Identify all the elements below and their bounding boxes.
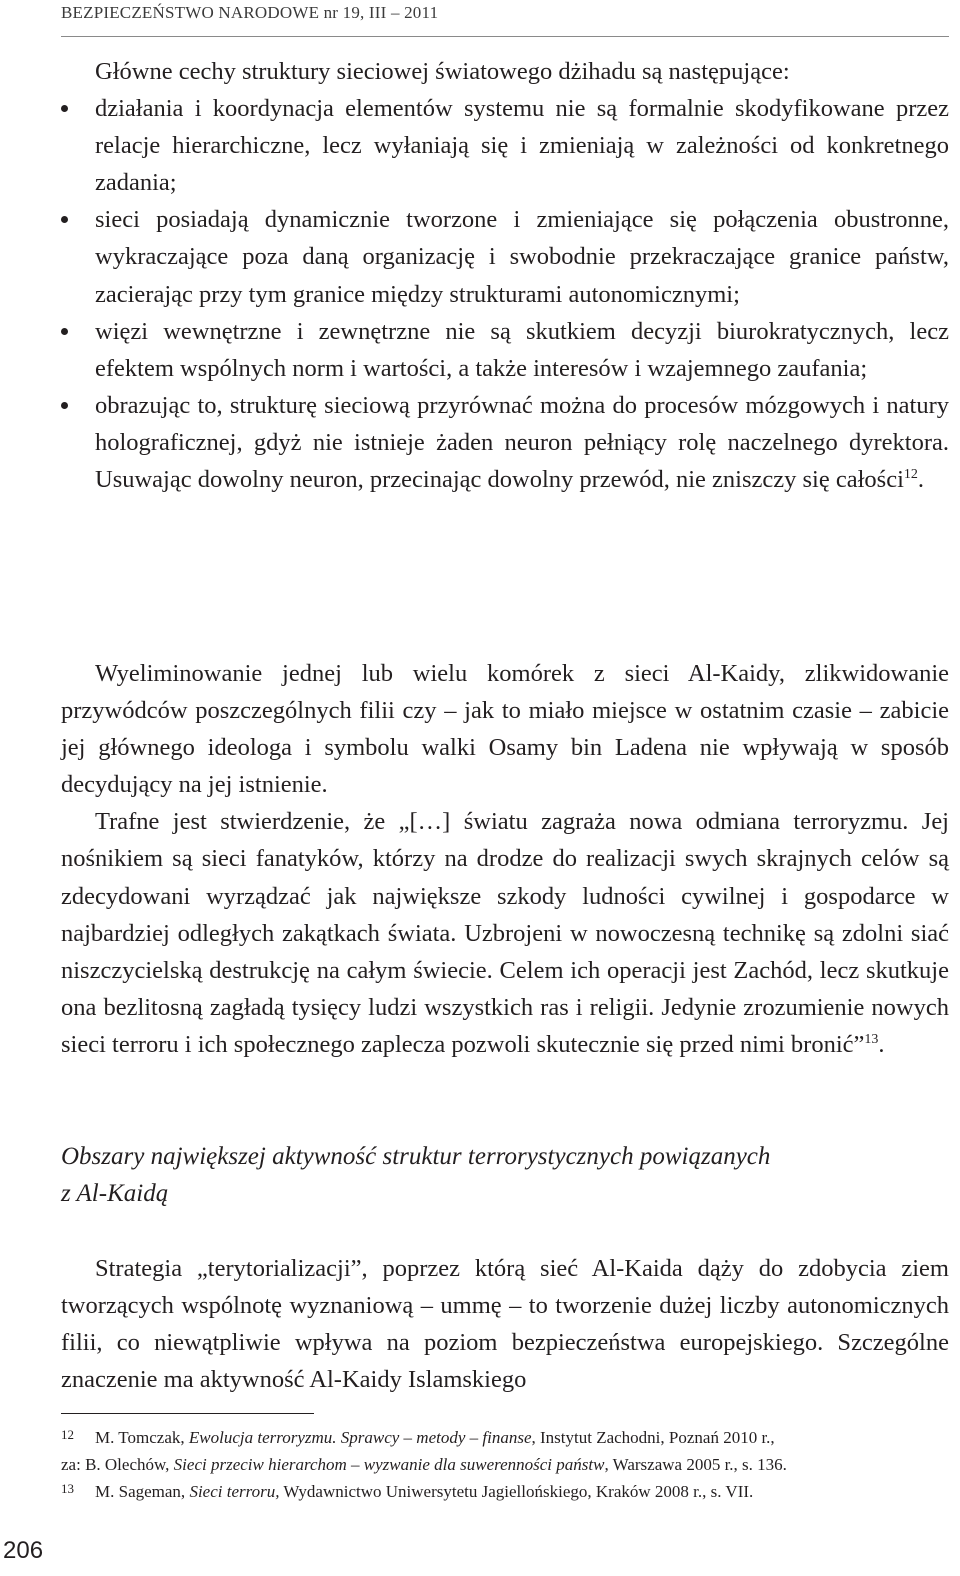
sentence-end: . xyxy=(878,1030,885,1058)
page-number: 206 xyxy=(3,1537,44,1564)
footnote-12: 12 M. Tomczak, Ewolucja terroryzmu. Sprawcy – metody – finanse, Instytut Zachodni, Poznań 2010 r., xyxy=(61,1424,949,1451)
list-item xyxy=(61,313,949,387)
footnote-12-continuation: za: B. Olechów, Sieci przeciw hierarchom – wyzwanie dla suwerenności państw, Warszawa 2005 r., s. 136. xyxy=(61,1455,787,1474)
section-heading-line-2: z Al-Kaidą xyxy=(61,1180,169,1207)
section-heading xyxy=(61,1138,949,1212)
bullet-icon xyxy=(61,328,68,335)
footnotes xyxy=(61,1424,949,1505)
paragraph-2 xyxy=(61,803,949,1063)
bullet-icon xyxy=(61,402,68,409)
footnote-number: 13 xyxy=(61,1481,74,1496)
list-item-text: obrazując to, strukturę sieciową przyrównać można do procesów mózgowych i natury holograficznej, gdyż nie istnieje żaden neuron pełniący rolę naczelnego dyrektora. Usuwając dowolny neuron, przecinając dowolny przewód, nie zniszczy się całości xyxy=(95,391,949,494)
running-header xyxy=(61,0,949,37)
footnote-13: 13 M. Sageman, Sieci terroru, Wydawnictwo Uniwersytetu Jagiellońskiego, Kraków 2008 r., s. VII. xyxy=(61,1478,949,1505)
list-item-text: sieci posiadają dynamicznie tworzone i zmieniające się połączenia obustronne, wykraczające poza daną organizację i swobodnie przekraczające granice państw, zacierając przy tym granice między strukturami autonomicznymi; xyxy=(95,206,949,308)
body-text-continued xyxy=(61,1250,949,1398)
paragraph-3: Strategia „terytorializacji”, poprzez którą sieć Al-Kaida dąży do zdobycia ziem tworzących wspólnotę wyznaniową – ummę – to tworzenie dużej liczby autonomicznych filii, co niewątpliwie wpływa na poziom bezpieczeństwa europejskiego. Szczególne znaczenie ma aktywność Al-Kaidy Islamskiego xyxy=(61,1255,949,1394)
paragraph-2-text: Trafne jest stwierdzenie, że „[…] światu zagraża nowa odmiana terroryzmu. Jej nośnikiem są sieci fanatyków, którzy na drodze do realizacji swych skrajnych celów są zdecydowani wyrządzać jak największe szkody ludności cywilnej i gospodarce w najbardziej odległych zakątkach świata. Uzbrojeni w nowoczesną technikę są zdolni siać niszczycielską destrukcję na całym świecie. Celem ich operacji jest Zachód, lecz skutkuje ona bezlitosną zagładą tysięcy ludzi wszystkich ras i religii. Jedynie zrozumienie nowych sieci terroru i ich społecznego zaplecza pozwoli skutecznie się przed nimi bronić” xyxy=(61,808,949,1058)
bullet-icon xyxy=(61,105,68,112)
footnote-ref-13[interactable]: 13 xyxy=(864,1031,879,1047)
paragraph-1: Wyeliminowanie jednej lub wielu komórek z sieci Al-Kaidy, zlikwidowanie przywódców poszczególnych filii czy – jak to miało miejsce w ostatnim czasie – zabicie jej głównego ideologa i symbolu walki Osamy bin Ladena nie wpływają w sposób decydujący na jej istnienie. xyxy=(61,660,949,799)
body-text xyxy=(61,655,949,1063)
list-item-text: więzi wewnętrzne i zewnętrzne nie są skutkiem decyzji biurokratycznych, lecz efektem wspólnych norm i wartości, a także interesów i wzajemnego zaufania; xyxy=(95,317,949,382)
list-item xyxy=(61,90,949,201)
bullet-section xyxy=(61,53,949,498)
journal-title: BEZPIECZEŃSTWO NARODOWE nr 19, III – 2011 xyxy=(61,3,439,22)
sentence-end: . xyxy=(917,466,925,494)
list-item-text: działania i koordynacja elementów systemu nie są formalnie skodyfikowane przez relacje hierarchiczne, lecz wyłaniają się i zmieniają w zależności od konkretnego zadania; xyxy=(95,95,949,197)
footnote-ref-12[interactable]: 12 xyxy=(903,467,918,483)
list-item xyxy=(61,387,949,498)
footnote-divider xyxy=(61,1413,314,1414)
section-heading-line-1: Obszary największej aktywność struktur terrorystycznych powiązanych xyxy=(61,1143,771,1170)
intro-line: Główne cechy struktury sieciowej światowego dżihadu są następujące: xyxy=(95,58,790,85)
feature-list xyxy=(61,90,949,498)
list-item xyxy=(61,201,949,312)
footnote-number: 12 xyxy=(61,1427,74,1442)
bullet-icon xyxy=(61,216,68,223)
